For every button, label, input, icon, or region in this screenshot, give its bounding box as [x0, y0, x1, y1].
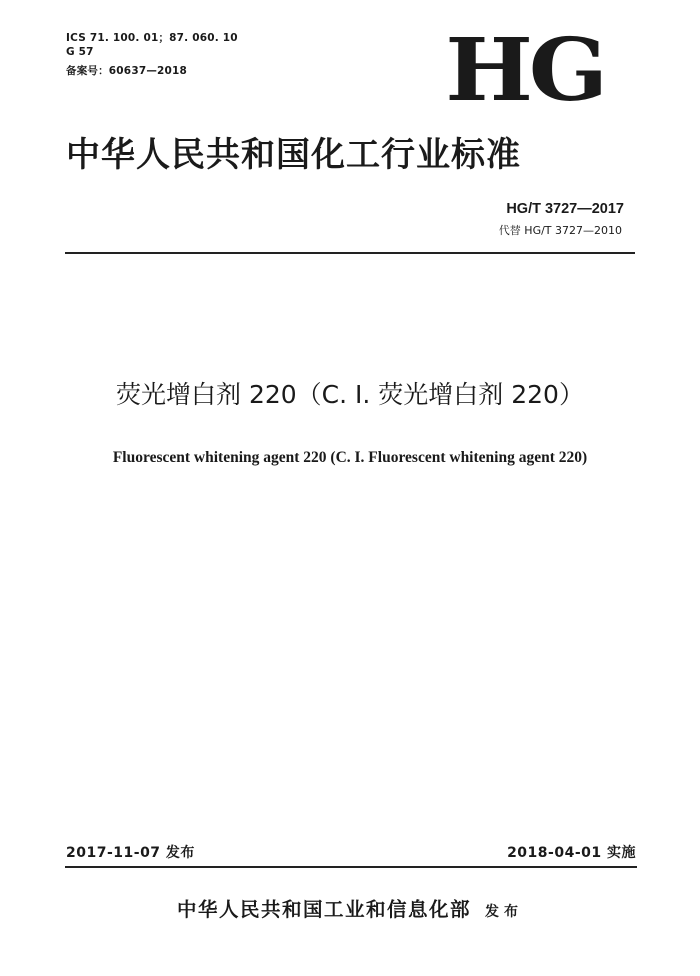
issuer-organization: 中华人民共和国工业和信息化部	[176, 898, 471, 921]
issuer-action: 发布	[485, 904, 523, 920]
standard-number: HG/T 3727—2017	[506, 201, 624, 217]
issuer-line	[0, 894, 700, 922]
ics-code: ICS 71. 100. 01；87. 060. 10	[66, 32, 238, 44]
footer-divider	[65, 866, 637, 868]
ccs-code: G 57	[66, 46, 94, 58]
replaces-standard: 代替 HG/T 3727—2010	[498, 224, 622, 237]
filing-number: 备案号：60637—2018	[66, 65, 188, 77]
hg-logo: HG	[445, 20, 604, 121]
effective-date: 2018-04-01 实施	[507, 845, 636, 861]
issue-date: 2017-11-07 发布	[66, 845, 195, 861]
standard-category-title: 中华人民共和国化工行业标准	[66, 135, 521, 175]
document-title-cn: 荧光增白剂 220（C. I. 荧光增白剂 220）	[116, 380, 584, 409]
header-divider	[65, 252, 635, 254]
document-title-en: Fluorescent whitening agent 220 (C. I. Fluorescent whitening agent 220)	[112, 449, 588, 466]
